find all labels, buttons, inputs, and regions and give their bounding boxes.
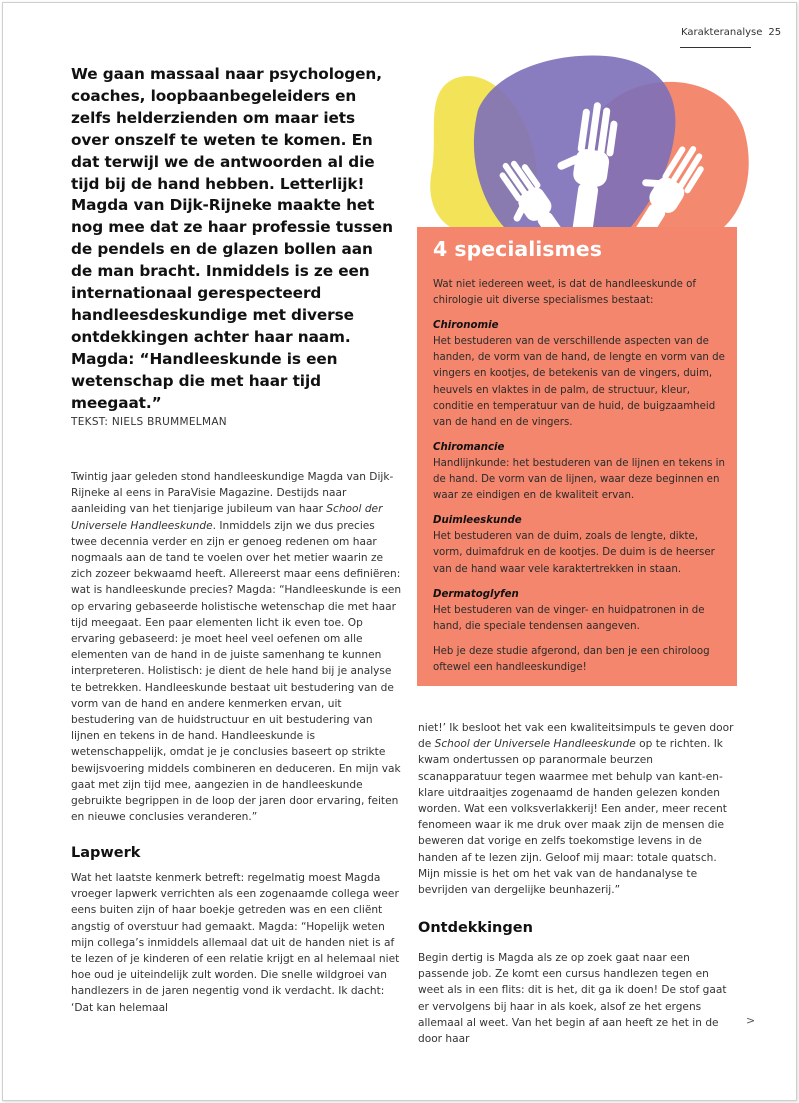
next-page-arrow-icon[interactable]: >	[746, 1014, 756, 1027]
specialism-duimleeskunde	[433, 513, 725, 577]
specialism-term: Chiromancie	[433, 441, 505, 453]
specialism-term: Duimleeskunde	[433, 515, 522, 527]
specialism-text: Het bestuderen van de vinger- en huidpatronen in de hand, die speciale tendensen aangeven.	[433, 604, 705, 632]
specialism-text: Het bestuderen van de verschillende aspecten van de handen, de vorm van de hand, de lengte en vorm van de vingers en kootjes, de betekenis van de vingers, duim, heuvels en vlaktes in de palm, de structuur, kleur, conditie en temperatuur van de huid, de buigzaamheid van de hand en de vingers.	[433, 336, 725, 428]
box-intro: Wat niet iedereen weet, is dat de handleeskunde of chirologie uit diverse specialismes bestaat:	[433, 279, 696, 307]
subheading-ontdekkingen: Ontdekkingen	[418, 920, 533, 936]
specialism-dermatoglyfen	[433, 587, 725, 635]
body-paragraph-2: Wat het laatste kenmerk betreft: regelmatig moest Magda vroeger lapwerk verrichten als een zogenaamde collega weer eens buiten zijn of haar boekje getreden was en een cliënt angstig of overstuur had gemaakt. Magda: “Hopelijk weten mijn collega’s inmiddels allemaal dat uit de handen niet is af te lezen of je kinderen of een relatie krijgt en al helemaal niet hoe oud je uiteindelijk zult worden. Die snelle wildgroei van handlezers in de jaren negentig vond ik verdacht. Ik dacht: ‘Dat kan helemaal	[71, 872, 400, 1014]
specialism-text: Het bestuderen van de duim, zoals de lengte, dikte, vorm, duimafdruk en de kootjes. De duim is de heerser van de hand waar vele karaktertrekken in staan.	[433, 531, 715, 575]
box-content	[433, 277, 725, 685]
header-rule	[680, 47, 751, 48]
specialismes-box	[417, 227, 737, 686]
specialism-term: Chironomie	[433, 320, 499, 332]
specialism-chironomie	[433, 318, 725, 431]
body-paragraph-4: Begin dertig is Magda als ze op zoek gaat naar een passende job. Ze komt een cursus handlezen tegen en weet als in een flits: dit is het, dit ga ik doen! De stof gaat er vervolgens bij haar in als koek, alsof ze het ergens allemaal al weet. Van het begin af aan heeft ze het in de door haar	[418, 952, 727, 1046]
page-number: 25	[768, 27, 782, 38]
section-label: Karakteranalyse	[681, 27, 763, 38]
body-paragraph-3: niet!’ Ik besloot het vak een kwaliteitsimpuls te geven door de School der Universele Handleeskunde op te richten. Ik kwam ondertussen op paranormale beurzen scanapparatuur tegen waarmee met behulp van kant-en-klare uitdraaitjes zogenaamd de handen gelezen konden worden. Wat een volksverlakkerij! Een ander, meer recent fenomeen waar ik me druk over maak zijn de mensen die beweren dat vorige en zelfs toekomstige levens in de handen af te lezen zijn. Geloof mij maar: totale quatsch. Mijn missie is het om het vak van de handanalyse te bevrijden van dergelijke beunhazerij.”	[418, 722, 734, 897]
byline: TEKST: NIELS BRUMMELMAN	[71, 416, 227, 428]
box-outro: Heb je deze studie afgerond, dan ben je een chiroloog oftewel een handleeskundige!	[433, 645, 710, 673]
school-name: School der Universele Handleeskunde	[71, 503, 383, 532]
hands-illustration	[420, 50, 750, 240]
box-title: 4 specialismes	[433, 237, 602, 261]
intro-paragraph: We gaan massaal naar psychologen, coaches, loopbaanbegeleiders en zelfs helderzienden om maar iets over onszelf te weten te komen. En dat terwijl we de antwoorden al die tijd bij de hand hebben. Letterlijk! Magda van Dijk-Rijneke maakte het nog mee dat ze haar professie tussen de pendels en de glazen bollen aan de man bracht. Inmiddels is ze een internationaal gerespecteerd handleesdeskundige met diverse ontdekkingen achter haar naam. Magda: “Handleeskunde is een wetenschap die met haar tijd meegaat.”	[71, 65, 393, 412]
subheading-lapwerk: Lapwerk	[71, 845, 141, 861]
specialism-text: Handlijnkunde: het bestuderen van de lijnen en tekens in de hand. De vorm van de lijnen, waar deze beginnen en waar ze eindigen en de kwaliteit ervan.	[433, 457, 725, 502]
running-header	[681, 27, 781, 38]
specialism-term: Dermatoglyfen	[433, 588, 519, 600]
specialism-chiromancie	[433, 440, 725, 504]
school-name: School der Universele Handleeskunde	[434, 738, 636, 751]
body-paragraph-1: Twintig jaar geleden stond handleeskundige Magda van Dijk-Rijneke al eens in ParaVisie Magazine. Destijds naar aanleiding van het tienjarige jubileum van haar School der Universele Handleeskunde. Inmiddels zijn we dus precies twee decennia verder en zijn er genoeg redenen om haar nogmaals aan de tand te voelen over het metier waarin ze zich zozeer bekwaamd heeft. Allereerst maar eens definiëren: wat is handleeskunde precies? Magda: “Handleeskunde is een op ervaring gebaseerde holistische wetenschap die met haar tijd meegaat. Een paar elementen licht ik even toe. Op ervaring gebaseerd: je moet heel veel oefenen om alle elementen van de hand in de juiste samenhang te kunnen interpreteren. Holistisch: je dient de hele hand bij je analyse te betrekken. Handleeskunde bestaat uit bestudering van de vorm van de hand en andere kenmerken ervan, uit bestudering van de huidstructuur en uit bestudering van lijnen en tekens in de hand. Handleeskunde is wetenschappelijk, omdat je je conclusies baseert op strikte bewijsvoering middels combineren en deduceren. En mijn vak gaat met zijn tijd mee, aangezien in de handleeskunde gebruikte begrippen in de loop der jaren door ervaring, feiten en nieuwe conclusies veranderen.”	[71, 471, 402, 824]
